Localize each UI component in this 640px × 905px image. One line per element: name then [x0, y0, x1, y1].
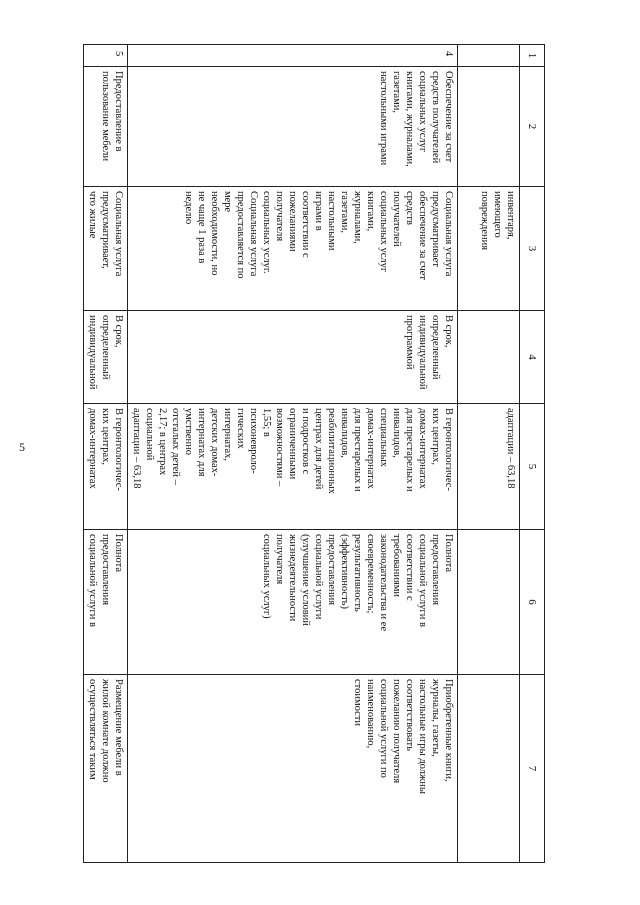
header-cell: 3	[520, 187, 545, 311]
conditions-cell: Приобретенные книги, журналы, газеты, настольные игры должны соответствовать пожеланию получателя социальной услуги по наименованию, стоимости	[128, 675, 458, 863]
header-cell: 7	[520, 675, 545, 863]
header-cell: 2	[520, 67, 545, 187]
service-term-cell: В срок, определенный индивидуальной программой	[128, 311, 458, 404]
table-row-4	[128, 45, 458, 863]
row-number-cell: 4	[128, 45, 458, 67]
table-row-continuation	[458, 45, 520, 863]
row-number-cell: 5	[84, 45, 128, 67]
page-number: 5	[19, 440, 25, 454]
quality-indicators-cell: Полнота предоставления социальной услуги в соответствии с требованиями законодательства и ее своевременность; результативность (эффективность) предоставления социальной услуги (улучшение условий жизнедеятельности получателя социальных услуг)	[128, 530, 458, 675]
tariff-cell: В геронтологичес- ких центрах, домах-интернатах для престарелых и инвалидов, специальных домах-интернатах для престарелых и инвалидов, реабилитационных центрах для детей и подростков с ограниченными возможностями – 1,55; в психоневроло- гических интернатах, детских домах- интернатах для умственно отсталых детей – 2,17; в центрах социальной адаптации – 63,18	[128, 404, 458, 530]
service-description-cell: инвентаря, имеющего повреждения	[458, 187, 520, 311]
quality-indicators-cell	[458, 530, 520, 675]
service-description-cell: Социальная услуга предусматривает обеспечение за счет средств получателей социальных услуг книгами, журналами, газетами, настольными играми в соответствии с пожеланиями получателя социальных услуг. Социальная услуга предоставляется по мере необходимости, но не чаще 1 раза в неделю	[128, 187, 458, 311]
header-cell: 5	[520, 404, 545, 530]
service-term-cell	[458, 311, 520, 404]
quality-indicators-cell: Полнота предоставления социальной услуги в	[84, 530, 128, 675]
header-cell: 6	[520, 530, 545, 675]
row-number-cell	[458, 45, 520, 67]
service-name-cell: Предоставление в пользование мебели	[84, 67, 128, 187]
rotated-table-wrapper	[87, 44, 545, 862]
service-name-cell: Обеспечение за счет средств получателей социальных услуг книгами, журналами, газетами, настольными играми	[128, 67, 458, 187]
service-name-cell	[458, 67, 520, 187]
header-cell: 1	[520, 45, 545, 67]
service-term-cell: В срок, определенный индивидуальной	[84, 311, 128, 404]
table-row-5	[84, 45, 128, 863]
conditions-cell	[458, 675, 520, 863]
tariff-cell: В геронтологичес- ких центрах, домах-интернатах	[84, 404, 128, 530]
tariff-cell: адаптации – 63,18	[458, 404, 520, 530]
services-table	[83, 44, 545, 863]
header-row	[520, 45, 545, 863]
service-description-cell: Социальная услуга предусматривает, что жилые	[84, 187, 128, 311]
header-cell: 4	[520, 311, 545, 404]
conditions-cell: Размещение мебели в жилой комнате должно осуществляться таким	[84, 675, 128, 863]
